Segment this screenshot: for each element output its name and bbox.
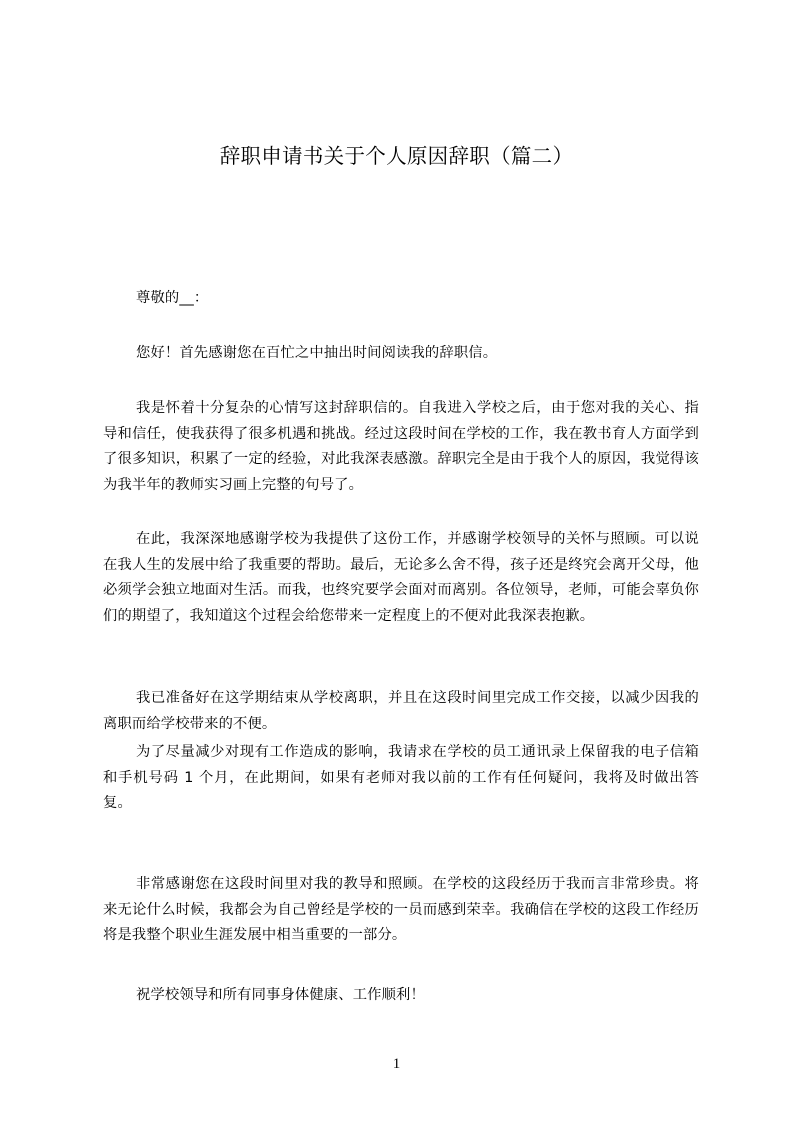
greeting-paragraph: 您好！首先感谢您在百忙之中抽出时间阅读我的辞职信。 [136, 345, 498, 361]
body-paragraph-3: 我已准备好在这学期结束从学校离职，并且在这段时间里完成工作交接，以减少因我的离职而给学校带来的不便。 [103, 690, 699, 732]
document-title: 辞职申请书关于个人原因辞职（篇二） [219, 144, 574, 168]
body-paragraph-2: 在此，我深深地感谢学校为我提供了这份工作，并感谢学校领导的关怀与照顾。可以说在我人生的发展中给了我重要的帮助。最后，无论多么舍不得，孩子还是终究会离开父母，他必须学会独立地面对生活。而我，也终究要学会面对而离别。各位领导，老师，可能会辜负你们的期望了，我知道这个过程会给您带来一定程度上的不便对此我深表抱歉。 [103, 531, 699, 624]
body-paragraph-4: 为了尽量减少对现有工作造成的影响，我请求在学校的员工通讯录上保留我的电子信箱和手机号码 1 个月，在此期间，如果有老师对我以前的工作有任何疑问，我将及时做出答复。 [103, 744, 699, 811]
page-number: 1 [392, 1056, 401, 1072]
body-paragraph-1: 我是怀着十分复杂的心情写这封辞职信的。自我进入学校之后，由于您对我的关心、指导和信任，使我获得了很多机遇和挑战。经过这段时间在学校的工作，我在教书育人方面学到了很多知识，积累了一定的经验，对此我深表感激。辞职完全是由于我个人的原因，我觉得该为我半年的教师实习画上完整的句号了。 [103, 400, 699, 493]
closing-wishes: 祝学校领导和所有同事身体健康、工作顺利！ [136, 987, 425, 1003]
salutation: 尊敬的__： [136, 290, 209, 306]
body-paragraph-5: 非常感谢您在这段时间里对我的教导和照顾。在学校的这段经历于我而言非常珍贵。将来无论什么时候，我都会为自己曾经是学校的一员而感到荣幸。我确信在学校的这段工作经历将是我整个职业生涯发展中相当重要的一部分。 [103, 876, 699, 943]
